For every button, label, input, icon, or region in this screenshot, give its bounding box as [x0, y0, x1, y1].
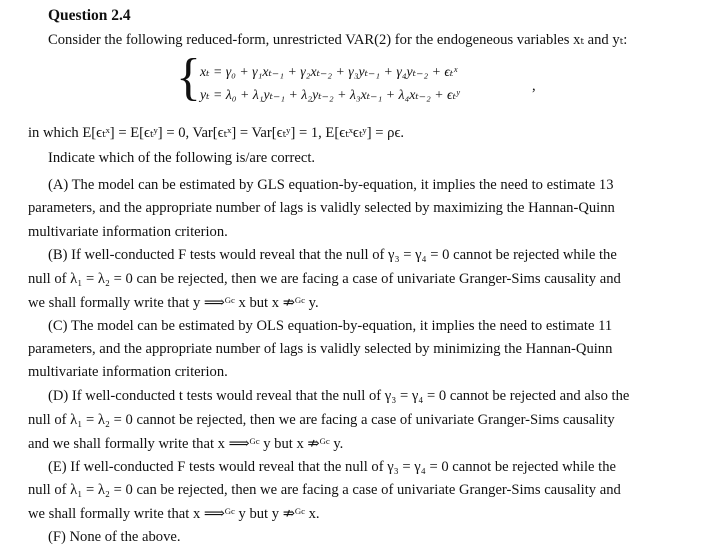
equation-x: xₜ = γ₀ + γ₁xₜ₋₁ + γ₂xₜ₋₂ + γ₃yₜ₋₁ + γ₄yₜ₋₂ + ϵₜˣ	[200, 64, 458, 79]
option-d-line-3: and we shall formally write that x ⟹ᴳᶜ y but x ⇏ᴳᶜ y.	[28, 436, 344, 452]
equation-y: yₜ = λ₀ + λ₁yₜ₋₁ + λ₂yₜ₋₂ + λ₃xₜ₋₁ + λ₄xₜ₋₂ + ϵₜʸ	[200, 87, 460, 102]
option-c-line-3: multivariate information criterion.	[28, 364, 228, 380]
option-e-line-3: we shall formally write that x ⟹ᴳᶜ y but y ⇏ᴳᶜ x.	[28, 506, 320, 522]
option-e-line-2: null of λ₁ = λ₂ = 0 can be rejected, then we are facing a case of univariate Granger-Sims causality and	[28, 482, 621, 498]
left-brace: {	[176, 49, 201, 106]
option-e-line-1: (E) If well-conducted F tests would reveal that the null of γ₃ = γ₄ = 0 cannot be rejected while the	[48, 459, 616, 475]
option-c-line-2: parameters, and the appropriate number of lags is validly selected by minimizing the Hannan-Quinn	[28, 341, 613, 357]
option-f-line-1: (F) None of the above.	[48, 529, 181, 545]
question-title: Question 2.4	[48, 7, 131, 24]
equation-comma: ,	[532, 78, 536, 94]
instruction-text: Indicate which of the following is/are correct.	[48, 150, 316, 166]
question-intro: Consider the following reduced-form, unrestricted VAR(2) for the endogeneous variables xₜ and yₜ:	[48, 32, 628, 48]
option-a-line-3: multivariate information criterion.	[28, 224, 228, 240]
moments-text: in which E[ϵₜˣ] = E[ϵₜʸ] = 0, Var[ϵₜˣ] = Var[ϵₜʸ] = 1, E[ϵₜˣϵₜʸ] = ρϵ.	[28, 125, 404, 141]
option-d-line-2: null of λ₁ = λ₂ = 0 cannot be rejected, then we are facing a case of univariate Granger-Sims causality	[28, 412, 615, 428]
option-b-line-1: (B) If well-conducted F tests would reveal that the null of γ₃ = γ₄ = 0 cannot be rejected while the	[48, 247, 617, 263]
option-b-line-2: null of λ₁ = λ₂ = 0 can be rejected, then we are facing a case of univariate Granger-Sims causality and	[28, 271, 621, 287]
option-c-line-1: (C) The model can be estimated by OLS equation-by-equation, it implies the need to estimate 11	[48, 318, 613, 334]
option-a-line-1: (A) The model can be estimated by GLS equation-by-equation, it implies the need to estimate 13	[48, 177, 614, 193]
option-a-line-2: parameters, and the appropriate number of lags is validly selected by maximizing the Hannan-Quinn	[28, 200, 615, 216]
option-d-line-1: (D) If well-conducted t tests would reveal that the null of γ₃ = γ₄ = 0 cannot be rejected and also the	[48, 388, 630, 404]
option-b-line-3: we shall formally write that y ⟹ᴳᶜ x but x ⇏ᴳᶜ y.	[28, 295, 319, 311]
